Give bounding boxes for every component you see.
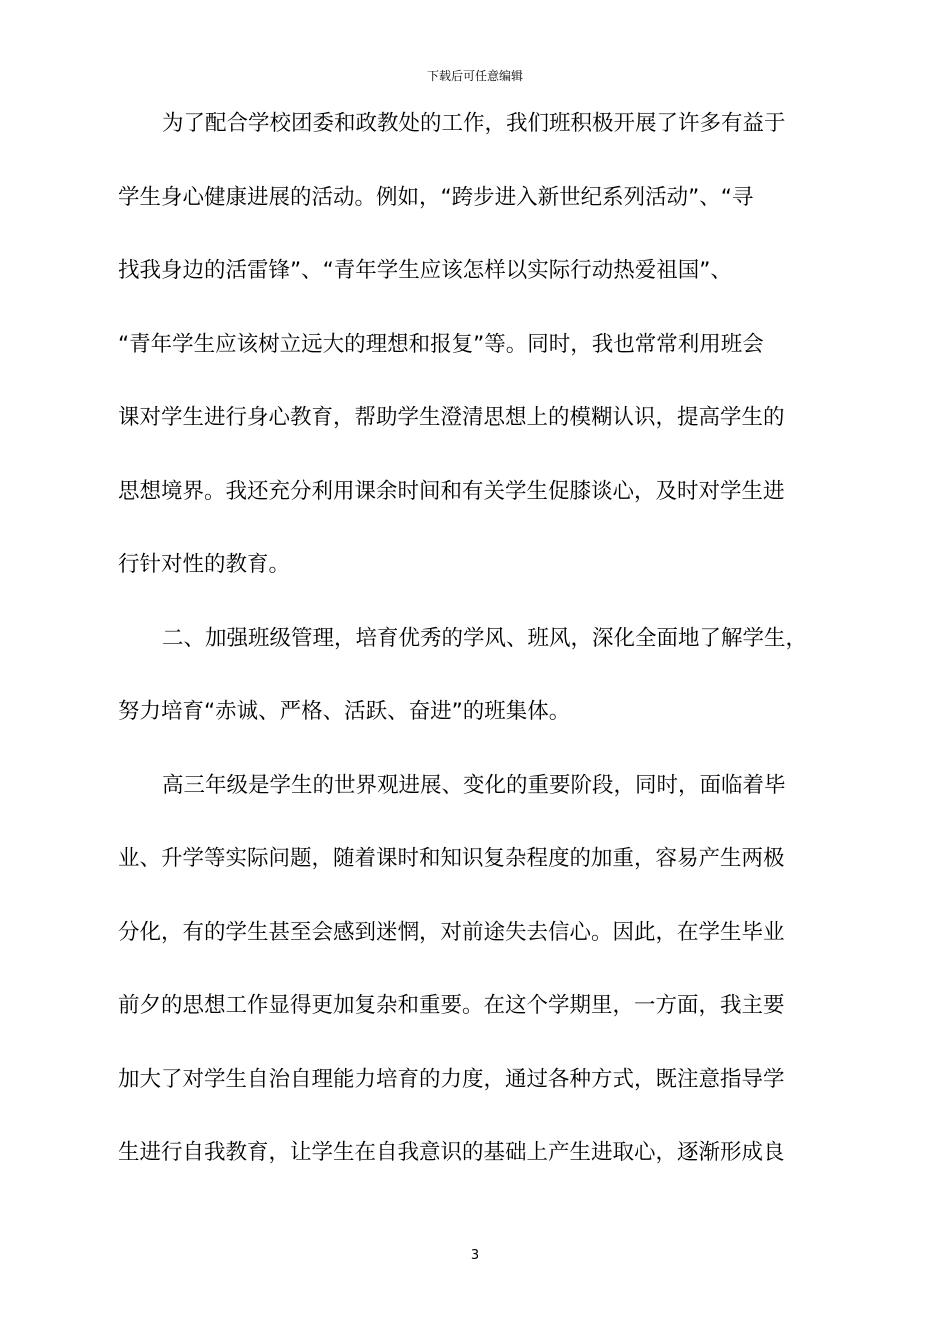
paragraph-line: “青年学生应该树立远大的理想和报复”等。同时，我也常常利用班会 — [118, 331, 764, 357]
paragraph-line: 前夕的思想工作显得更加复杂和重要。在这个学期里，一方面，我主要 — [118, 993, 785, 1018]
paragraph-line: 高三年级是学生的世界观进展、变化的重要阶段，同时，面临着毕 — [162, 772, 786, 798]
paragraph-line: 思想境界。我还充分利用课余时间和有关学生促膝谈心，及时对学生进 — [118, 478, 785, 504]
section-heading-line: 努力培育“赤诚、严格、活跃、奋进”的班集体。 — [118, 699, 571, 724]
paragraph-line: 业、升学等实际问题，随着课时和知识复杂程度的加重，容易产生两极 — [118, 846, 785, 871]
paragraph-line: 课对学生进行身心教育，帮助学生澄清思想上的模糊认识，提高学生的 — [118, 405, 785, 430]
paragraph-line: 为了配合学校团委和政教处的工作，我们班积极开展了许多有益于 — [162, 111, 786, 136]
page-number: 3 — [470, 1248, 480, 1263]
paragraph-line: 找我身边的活雷锋”、“青年学生应该怎样以实际行动热爱祖国”、 — [118, 258, 732, 283]
paragraph-line: 分化，有的学生甚至会感到迷惘，对前途失去信心。因此，在学生毕业 — [118, 919, 785, 945]
page-header: 下载后可任意编辑 — [426, 69, 523, 83]
paragraph-line: 行针对性的教育。 — [118, 552, 291, 577]
document-body — [118, 102, 838, 1205]
paragraph-line: 生进行自我教育，让学生在自我意识的基础上产生进取心，逐渐形成良 — [118, 1140, 785, 1165]
paragraph-line: 学生身心健康进展的活动。例如，“跨步进入新世纪系列活动”、“寻 — [118, 184, 754, 210]
paragraph-line: 加大了对学生自治自理能力培育的力度，通过各种方式，既注意指导学 — [118, 1066, 785, 1092]
section-heading-line: 二、加强班级管理，培育优秀的学风、班风，深化全面地了解学生， — [162, 625, 808, 651]
